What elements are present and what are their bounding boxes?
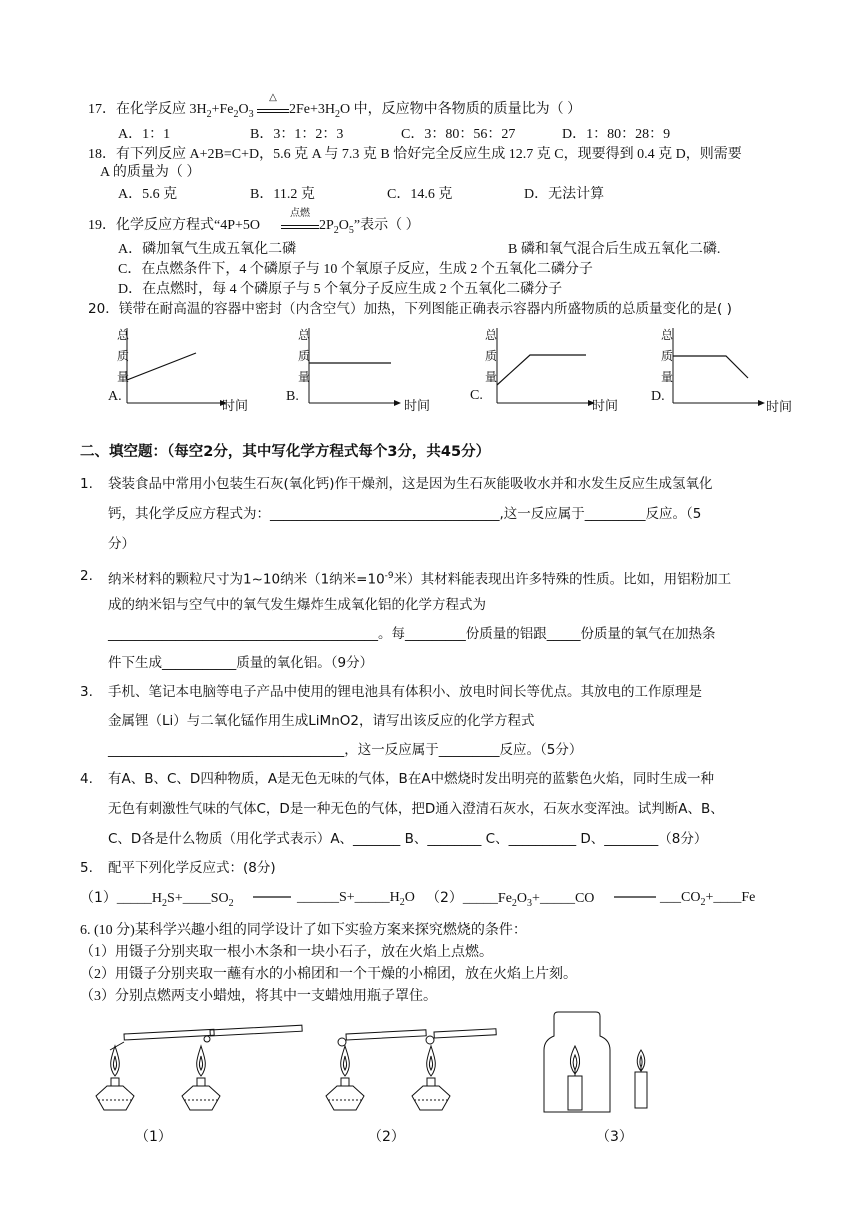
- graph-b-y-char-1: 总: [298, 328, 311, 342]
- fill-q3-line3[interactable]: ___________________________________，这一反应属于_________反应。（5分）: [108, 742, 583, 758]
- experiment-figure-2: [320, 1018, 550, 1118]
- graph-c-y-char-3: 量: [485, 370, 498, 384]
- graph-c-y-char-1: 总: [485, 328, 498, 342]
- fill-q6-step-2: （2）用镊子分别夹取一蘸有水的小棉团和一个干燥的小棉团，放在火焰上片刻。: [80, 967, 577, 982]
- q17-option-b[interactable]: B．3：1：2：3: [250, 127, 344, 142]
- fill-q2-line3[interactable]: ________________________________________。每_________份质量的铝跟_____份质量的氧气在加热条: [108, 626, 716, 642]
- graph-b-label[interactable]: B.: [286, 389, 299, 404]
- eq1-label: （1）: [80, 890, 117, 906]
- fill-q2-line1: [108, 567, 731, 589]
- q18-option-a[interactable]: A．5.6 克: [118, 187, 178, 202]
- experiment-figure-1: [90, 1018, 320, 1118]
- q19-stem-rest: $2P_2O_5$”表示（ ）: [319, 218, 420, 236]
- fill-q6-step-1: （1）用镊子分别夹取一根小木条和一块小石子，放在火焰上点燃。: [80, 945, 493, 960]
- figure-label-2: （2）: [368, 1129, 405, 1145]
- q20-stem: 20．镁带在耐高温的容器中密封（内含空气）加热，下列图能正确表示容器内所盛物质的总质量变化的是( ): [88, 301, 732, 317]
- fill-q3-line2: 金属锂（Li）与二氧化锰作用生成LiMnO2，请写出该反应的化学方程式: [108, 713, 535, 729]
- q18-option-b[interactable]: B．11.2 克: [250, 187, 315, 202]
- q17-option-c[interactable]: C．3：80：56：27: [401, 127, 516, 142]
- graph-d-y-char-3: 量: [661, 370, 674, 384]
- fill-q6-step-3: （3）分别点燃两支小蜡烛，将其中一支蜡烛用瓶子罩住。: [80, 989, 437, 1004]
- graph-b-plot: [302, 328, 412, 408]
- q17-option-d[interactable]: D．1：80：28：9: [562, 127, 671, 142]
- graph-d-x-label: 时间: [766, 400, 793, 415]
- graph-a-y-char-1: 总: [117, 328, 130, 342]
- fill-q5-equation-2-rhs[interactable]: $\_\_\_CO_2+\_\_\_\_Fe$: [660, 890, 756, 908]
- graph-a-plot: [120, 328, 230, 408]
- graph-d-plot: [666, 328, 776, 408]
- fill-q5-equation-1-rhs[interactable]: $\_\_\_\_\_\_S+\_\_\_\_\_H_2O$: [297, 890, 415, 908]
- graph-c-label[interactable]: C.: [470, 388, 483, 403]
- graph-a-label[interactable]: A.: [108, 389, 122, 404]
- fill-q3-line1: 手机、笔记本电脑等电子产品中使用的锂电池具有体积小、放电时间长等优点。其放电的工作原理是: [108, 684, 702, 700]
- q19-stem-suffix: ”表示（ ）: [353, 218, 420, 233]
- eq1-arrow-line: [253, 896, 293, 900]
- fill-q5-stem: 配平下列化学反应式：(8分): [108, 860, 276, 876]
- fill-q6-stem: 6. (10 分)某科学兴趣小组的同学设计了如下实验方案来探究燃烧的条件：: [80, 923, 527, 938]
- q19-stem-prefix: 19．化学反应方程式“4P+5O: [88, 218, 261, 233]
- fill-q2-line1-b: 米）其材料能表现出许多特殊的性质。比如，用铝粉加工: [393, 571, 732, 588]
- q17-option-a[interactable]: A．1：1: [118, 127, 171, 142]
- fill-q5-equation-2[interactable]: $(2)\_\_\_\_\_Fe_2O_3+\_\_\_\_\_CO$: [426, 890, 595, 909]
- fill-q4-line3[interactable]: C、D各是什么物质（用化学式表示）A、_______ B、________ C、__________ D、________（8分）: [108, 831, 708, 847]
- q17-heat-condition: △: [269, 92, 277, 103]
- q17-equals-sign: [257, 92, 289, 119]
- q18-option-c[interactable]: C．14.6 克: [387, 187, 453, 202]
- fill-q4-line1: 有A、B、C、D四种物质，A是无色无味的气体，B在A中燃烧时发出明亮的蓝紫色火焰，同时生成一种: [108, 771, 715, 787]
- q19-option-a[interactable]: A．磷加氧气生成五氧化二磷: [118, 242, 297, 257]
- q19-option-b[interactable]: B 磷和氧气混合后生成五氧化二磷.: [508, 242, 721, 257]
- eq2-arrow-line: [614, 896, 658, 900]
- fill-q1-number: 1.: [80, 476, 93, 492]
- experiment-figure-3: [540, 1012, 670, 1122]
- graph-c-x-label: 时间: [592, 399, 619, 414]
- fill-q2-line2: 成的纳米铝与空气中的氧气发生爆炸生成氧化铝的化学方程式为: [108, 597, 486, 613]
- q19-stem: [88, 217, 260, 235]
- fill-q3-number: 3.: [80, 684, 93, 700]
- q17-stem-rest: $2Fe+3H_2O$ 中，反应物中各物质的质量比为（ ）: [289, 102, 582, 120]
- q17-stem-prefix: 17．在化学反应 3H: [88, 102, 207, 117]
- fill-q4-number: 4.: [80, 771, 93, 787]
- fill-q5-number: 5.: [80, 860, 93, 876]
- fill-q1-line3: 分）: [108, 536, 135, 552]
- q19-equals-sign: [281, 208, 319, 235]
- fill-q1-line1: 袋装食品中常用小包装生石灰(氧化钙)作干燥剂，这是因为生石灰能吸收水并和水发生反应生成氢氧化: [108, 476, 713, 492]
- graph-c-y-char-2: 质: [485, 349, 498, 363]
- fill-q2-line1-a: 纳米材料的颗粒尺寸为1~10纳米（1纳米=10: [108, 571, 385, 588]
- fill-q2-exponent: -9: [384, 571, 394, 581]
- graph-b-y-char-3: 量: [298, 370, 311, 384]
- q18-option-d[interactable]: D．无法计算: [524, 187, 605, 202]
- graph-c-plot: [490, 328, 600, 408]
- q18-stem-line2: A 的质量为（ ）: [100, 165, 201, 180]
- graph-d-label[interactable]: D.: [651, 389, 665, 404]
- graph-d-y-char-1: 总: [661, 328, 674, 342]
- q18-stem-line1: 18．有下列反应 A+2B=C+D，5.6 克 A 与 7.3 克 B 恰好完全反应生成 12.7 克 C，现要得到 0.4 克 D，则需要: [88, 147, 742, 162]
- fill-q2-line4[interactable]: 件下生成___________质量的氧化铝。（9分）: [108, 655, 374, 671]
- q17-stem-suffix: 中，反应物中各物质的质量比为（ ）: [353, 102, 582, 117]
- graph-d-y-char-2: 质: [661, 349, 674, 363]
- fill-q4-line2: 无色有刺激性气味的气体C，D是一种无色的气体，把D通入澄清石灰水，石灰水变浑浊。试判断A、B、: [108, 801, 724, 817]
- graph-a-x-label: 时间: [222, 399, 249, 414]
- eq2-label: （2）: [426, 890, 463, 906]
- graph-a-y-char-3: 量: [117, 370, 130, 384]
- figure-label-1: （1）: [135, 1129, 172, 1145]
- q17-stem: 17．在化学反应 $3H_2+Fe_2O_3$: [88, 102, 254, 120]
- graph-b-x-label: 时间: [404, 399, 431, 414]
- fill-q5-equation-1[interactable]: $(1)\_\_\_\_\_H_2S+\_\_\_\_SO_2$: [80, 890, 234, 909]
- q19-option-d[interactable]: D．在点燃时，每 4 个磷原子与 5 个氧分子反应生成 2 个五氧化二磷分子: [118, 282, 563, 297]
- graph-a-y-char-2: 质: [117, 349, 130, 363]
- q19-option-c[interactable]: C．在点燃条件下，4 个磷原子与 10 个氧原子反应，生成 2 个五氧化二磷分子: [118, 262, 593, 277]
- section-2-title: 二、填空题：（每空2分，其中写化学方程式每个3分，共45分）: [80, 444, 491, 460]
- fill-q2-number: 2.: [80, 568, 93, 584]
- fill-q1-line2[interactable]: 钙，其化学反应方程式为：__________________________________,这一反应属于_________反应。（5: [108, 506, 702, 522]
- figure-label-3: （3）: [596, 1129, 633, 1145]
- q19-ignite-condition: 点燃: [290, 208, 310, 219]
- graph-b-y-char-2: 质: [298, 349, 311, 363]
